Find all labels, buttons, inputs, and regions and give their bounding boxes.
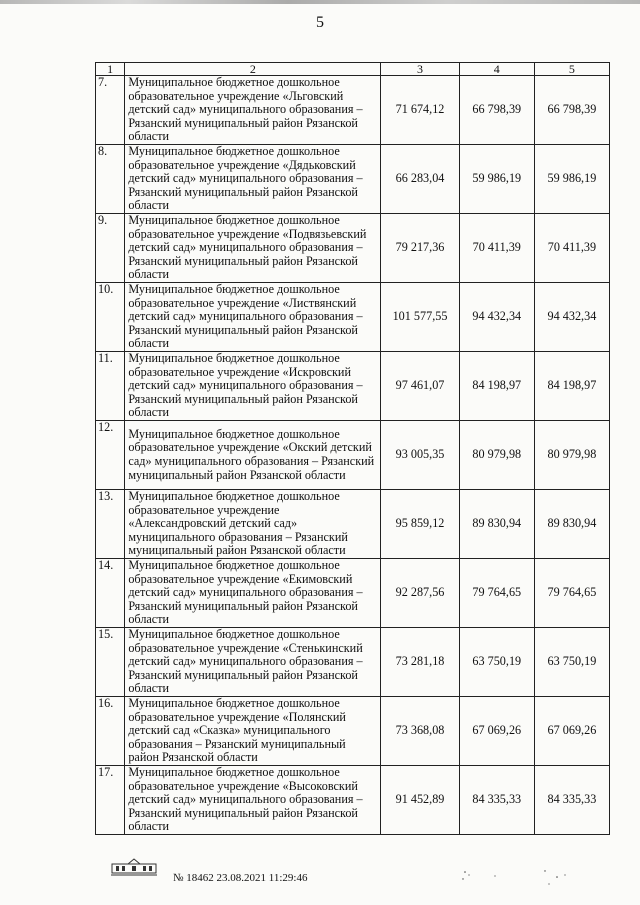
row-number-cell: 14.	[96, 559, 125, 628]
amount-col5-cell: 79 764,65	[534, 559, 609, 628]
table-row	[96, 628, 610, 697]
table-row	[96, 145, 610, 214]
amount-col4-cell: 70 411,39	[459, 214, 534, 283]
page-number: 5	[316, 14, 324, 31]
scan-specks	[445, 866, 595, 891]
amount-col3-cell: 73 281,18	[381, 628, 459, 697]
amount-col5-cell: 70 411,39	[534, 214, 609, 283]
institution-name-cell: Муниципальное бюджетное дошкольное образовательное учреждение «Льговский детский сад» муниципального образования – Рязанский муниципальный район Рязанской области	[125, 76, 381, 145]
table-row	[96, 214, 610, 283]
amount-col5-cell: 84 335,33	[534, 766, 609, 835]
table-row	[96, 766, 610, 835]
amount-col5-cell: 66 798,39	[534, 76, 609, 145]
institution-name-cell: Муниципальное бюджетное дошкольное образовательное учреждение «Листвянский детский сад» муниципального образования – Рязанский муниципальный район Рязанской области	[125, 283, 381, 352]
row-number-cell: 12.	[96, 421, 125, 490]
amount-col4-cell: 63 750,19	[459, 628, 534, 697]
amount-col3-cell: 71 674,12	[381, 76, 459, 145]
institution-name-cell: Муниципальное бюджетное дошкольное образовательное учреждение «Высоковский детский сад» муниципального образования – Рязанский муниципальный район Рязанской области	[125, 766, 381, 835]
amount-col4-cell: 84 198,97	[459, 352, 534, 421]
row-number-cell: 10.	[96, 283, 125, 352]
amount-col5-cell: 59 986,19	[534, 145, 609, 214]
table-row	[96, 697, 610, 766]
institution-name-cell: Муниципальное бюджетное дошкольное образовательное учреждение «Екимовский детский сад» муниципального образования – Рязанский муниципальный район Рязанской области	[125, 559, 381, 628]
amount-col5-cell: 89 830,94	[534, 490, 609, 559]
amount-col4-cell: 84 335,33	[459, 766, 534, 835]
row-number-cell: 16.	[96, 697, 125, 766]
amount-col5-cell: 80 979,98	[534, 421, 609, 490]
table-row	[96, 490, 610, 559]
row-number-cell: 7.	[96, 76, 125, 145]
table-row	[96, 76, 610, 145]
row-number-cell: 15.	[96, 628, 125, 697]
row-number-cell: 8.	[96, 145, 125, 214]
amount-col3-cell: 92 287,56	[381, 559, 459, 628]
amount-col3-cell: 73 368,08	[381, 697, 459, 766]
row-number-cell: 13.	[96, 490, 125, 559]
budget-table	[95, 62, 610, 835]
institution-name-cell: Муниципальное бюджетное дошкольное образовательное учреждение «Подвязьевский детский сад» муниципального образования – Рязанский муниципальный район Рязанской области	[125, 214, 381, 283]
scan-edge	[0, 0, 640, 4]
registration-number: № 18462 23.08.2021 11:29:46	[173, 872, 308, 884]
header-cell: 4	[459, 63, 534, 76]
amount-col3-cell: 93 005,35	[381, 421, 459, 490]
amount-col3-cell: 79 217,36	[381, 214, 459, 283]
row-number-cell: 17.	[96, 766, 125, 835]
institution-name-cell: Муниципальное бюджетное дошкольное образовательное учреждение «Полянский детский сад «Сказка» муниципального образования – Рязанский муниципальный район Рязанской области	[125, 697, 381, 766]
amount-col4-cell: 67 069,26	[459, 697, 534, 766]
amount-col5-cell: 67 069,26	[534, 697, 609, 766]
amount-col4-cell: 66 798,39	[459, 76, 534, 145]
row-number-cell: 11.	[96, 352, 125, 421]
header-cell: 5	[534, 63, 609, 76]
institution-name-cell: Муниципальное бюджетное дошкольное образовательное учреждение «Александровский детский сад» муниципального образования – Рязанский муниципальный район Рязанской области	[125, 490, 381, 559]
table-header-row	[96, 63, 610, 76]
header-cell: 1	[96, 63, 125, 76]
row-number-cell: 9.	[96, 214, 125, 283]
amount-col4-cell: 80 979,98	[459, 421, 534, 490]
amount-col4-cell: 89 830,94	[459, 490, 534, 559]
institution-name-cell: Муниципальное бюджетное дошкольное образовательное учреждение «Искровский детский сад» муниципального образования – Рязанский муниципальный район Рязанской области	[125, 352, 381, 421]
amount-col3-cell: 66 283,04	[381, 145, 459, 214]
amount-col4-cell: 94 432,34	[459, 283, 534, 352]
amount-col3-cell: 97 461,07	[381, 352, 459, 421]
amount-col5-cell: 84 198,97	[534, 352, 609, 421]
amount-col3-cell: 91 452,89	[381, 766, 459, 835]
building-stamp-icon	[110, 858, 158, 876]
amount-col4-cell: 59 986,19	[459, 145, 534, 214]
institution-name-cell: Муниципальное бюджетное дошкольное образовательное учреждение «Дядьковский детский сад» муниципального образования – Рязанский муниципальный район Рязанской области	[125, 145, 381, 214]
amount-col3-cell: 101 577,55	[381, 283, 459, 352]
institution-name-cell: Муниципальное бюджетное дошкольное образовательное учреждение «Стенькинский детский сад» муниципального образования – Рязанский муниципальный район Рязанской области	[125, 628, 381, 697]
institution-name-cell: Муниципальное бюджетное дошкольное образовательное учреждение «Окский детский сад» муниципального образования – Рязанский муниципальный район Рязанской области	[125, 421, 381, 490]
table-row	[96, 283, 610, 352]
document-footer	[105, 856, 625, 896]
table-row	[96, 559, 610, 628]
header-cell: 3	[381, 63, 459, 76]
table-row	[96, 421, 610, 490]
amount-col4-cell: 79 764,65	[459, 559, 534, 628]
amount-col5-cell: 63 750,19	[534, 628, 609, 697]
table-row	[96, 352, 610, 421]
header-cell: 2	[125, 63, 381, 76]
amount-col3-cell: 95 859,12	[381, 490, 459, 559]
amount-col5-cell: 94 432,34	[534, 283, 609, 352]
